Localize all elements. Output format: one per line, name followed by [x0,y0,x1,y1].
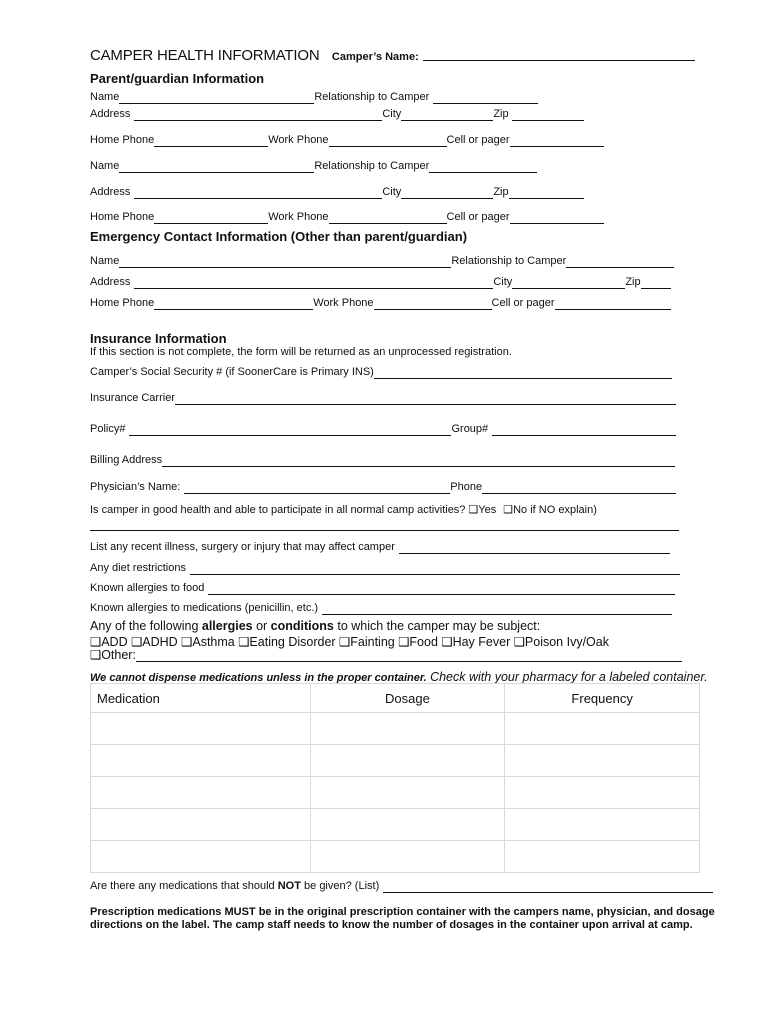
policy-field[interactable] [129,424,451,436]
ssn-label: Camper’s Social Security # (if SoonerCare is Primary INS) [90,366,374,378]
zip-label: Zip [625,276,641,288]
frequency-cell[interactable] [505,841,700,873]
city-label: City [382,108,402,120]
dosage-cell[interactable] [310,713,505,745]
other-row [90,649,682,662]
dosage-cell[interactable] [310,841,505,873]
zip-label: Zip [493,186,509,198]
dosage-cell[interactable] [310,809,505,841]
emergency-name-row [90,255,674,268]
allergies-intro-a: Any of the following [90,619,202,633]
campers-name-label: Camper’s Name: [331,51,419,63]
parent1-work-phone-field[interactable] [329,135,447,147]
medication-cell[interactable] [91,713,311,745]
frequency-cell[interactable] [505,809,700,841]
insurance-note: If this section is not complete, the form will be returned as an unprocessed registration. [90,346,512,358]
conditions-word: conditions [270,619,334,633]
good-health-row [90,504,597,517]
phone-label: Phone [450,481,483,493]
name-label: Name [90,160,120,172]
physician-label: Physician’s Name: [90,481,181,493]
no-checkbox[interactable]: ❑No if NO explain) [503,504,597,516]
med-allergies-label: Known allergies to medications (penicillin, etc.) [90,602,319,614]
diet-field[interactable] [190,563,680,575]
carrier-row [90,392,676,405]
emergency-phone-row [90,297,671,310]
form-title: CAMPER HEALTH INFORMATION [90,47,320,64]
not-given-label [90,880,379,893]
food-allergies-row [90,582,675,595]
medication-cell[interactable] [91,809,311,841]
parent1-home-phone-field[interactable] [154,135,268,147]
diet-row [90,562,680,575]
emergency-name-field[interactable] [119,256,451,268]
parent2-work-phone-field[interactable] [329,212,447,224]
parent2-cell-field[interactable] [510,212,604,224]
work-phone-label: Work Phone [268,134,329,146]
ssn-row [90,366,672,379]
good-health-question: Is camper in good health and able to participate in all normal camp activities? [90,504,466,516]
parent1-name-row [90,91,538,104]
address-label: Address [90,108,131,120]
recent-illness-label: List any recent illness, surgery or injury that may affect camper [90,541,395,553]
parent1-phone-row [90,134,604,147]
not-given-field[interactable] [383,881,713,893]
food-allergies-field[interactable] [208,583,675,595]
work-phone-label: Work Phone [313,297,374,309]
billing-field[interactable] [162,455,675,467]
parent1-cell-field[interactable] [510,135,604,147]
allergies-intro-c: or [252,619,271,633]
other-checkbox[interactable]: ❑Other: [90,648,136,662]
medication-table [90,683,700,873]
good-health-explain-field[interactable] [90,519,679,531]
dosage-cell[interactable] [310,777,505,809]
emergency-cell-field[interactable] [555,298,671,310]
emergency-home-phone-field[interactable] [154,298,313,310]
recent-illness-row [90,541,670,554]
relationship-label: Relationship to Camper [314,91,430,103]
frequency-cell[interactable] [505,777,700,809]
parent2-home-phone-field[interactable] [154,212,268,224]
emergency-city-field[interactable] [512,277,625,289]
parent1-address-field[interactable] [134,109,382,121]
emergency-zip-field[interactable] [641,277,671,289]
name-label: Name [90,255,120,267]
allergies-intro-e: to which the camper may be subject: [333,619,541,633]
address-label: Address [90,186,131,198]
cell-label: Cell or pager [446,211,510,223]
not-given-row [90,880,713,893]
group-label: Group# [451,423,489,435]
parent2-phone-row [90,211,604,224]
city-label: City [493,276,513,288]
frequency-cell[interactable] [505,745,700,777]
parent-heading: Parent/guardian Information [90,71,265,86]
diet-label: Any diet restrictions [90,562,186,574]
emergency-relationship-field[interactable] [566,256,674,268]
home-phone-label: Home Phone [90,211,155,223]
dosage-cell[interactable] [310,745,505,777]
insurance-heading: Insurance Information [90,331,227,346]
billing-label: Billing Address [90,454,163,466]
address-label: Address [90,276,131,288]
not-given-a: Are there any medications that should [90,880,278,892]
medication-cell[interactable] [91,841,311,873]
emergency-address-row [90,276,671,289]
yes-checkbox[interactable]: ❑Yes [468,504,497,516]
frequency-cell[interactable] [505,713,700,745]
warning-bold: We cannot dispense medications unless in the proper container. [90,672,427,684]
zip-label: Zip [493,108,509,120]
emergency-work-phone-field[interactable] [374,298,492,310]
table-row [91,777,700,809]
parent1-city-field[interactable] [401,109,493,121]
medication-table-header [91,684,700,713]
parent2-name-row [90,160,537,173]
group-field[interactable] [492,424,676,436]
table-row [91,841,700,873]
conditions-checkboxes[interactable]: ❑ADD ❑ADHD ❑Asthma ❑Eating Disorder ❑Fainting ❑Food ❑Hay Fever ❑Poison Ivy/Oak [90,635,609,649]
cell-label: Cell or pager [491,297,555,309]
cell-label: Cell or pager [446,134,510,146]
name-label: Name [90,91,120,103]
home-phone-label: Home Phone [90,134,155,146]
campers-name-field[interactable] [423,49,695,61]
parent2-address-field[interactable] [134,187,382,199]
col-frequency: Frequency [505,684,700,713]
physician-field[interactable] [184,482,450,494]
allergies-word: allergies [201,619,253,633]
emergency-heading: Emergency Contact Information (Other than parent/guardian) [90,229,468,244]
ssn-field[interactable] [374,367,672,379]
work-phone-label: Work Phone [268,211,329,223]
medication-cell[interactable] [91,777,311,809]
med-allergies-field[interactable] [322,603,672,615]
not-given-c: be given? (List) [300,880,380,892]
carrier-field[interactable] [175,393,676,405]
parent2-address-row [90,186,584,199]
not-word: NOT [277,880,301,892]
parent1-address-row [90,108,584,121]
table-row [91,809,700,841]
parent1-zip-field[interactable] [512,109,584,121]
parent2-city-field[interactable] [401,187,493,199]
policy-row [90,423,676,436]
food-allergies-label: Known allergies to food [90,582,205,594]
col-medication: Medication [91,684,311,713]
table-row [91,745,700,777]
warning-rest: Check with your pharmacy for a labeled container. [426,670,708,684]
carrier-label: Insurance Carrier [90,392,175,404]
billing-row [90,454,675,467]
physician-row [90,481,676,494]
col-dosage: Dosage [310,684,505,713]
parent1-name-field[interactable] [119,92,314,104]
city-label: City [382,186,402,198]
prescription-footer-note: Prescription medications MUST be in the original prescription container with the campers name, physician, and dosage directions on the label. The camp staff needs to know the number of dosages in the container upon arrival at camp. [90,906,715,931]
home-phone-label: Home Phone [90,297,155,309]
emergency-address-field[interactable] [134,277,493,289]
table-row [91,713,700,745]
parent2-relationship-field[interactable] [429,161,537,173]
recent-illness-field[interactable] [399,542,670,554]
med-allergies-row [90,602,672,615]
other-field[interactable] [136,650,682,662]
parent2-zip-field[interactable] [509,187,584,199]
relationship-label: Relationship to Camper [314,160,430,172]
medication-cell[interactable] [91,745,311,777]
parent1-relationship-field[interactable] [433,92,538,104]
policy-label: Policy# [90,423,126,435]
relationship-label: Relationship to Camper [451,255,567,267]
parent2-name-field[interactable] [119,161,314,173]
form-header [90,47,695,65]
allergies-intro [90,619,540,633]
physician-phone-field[interactable] [482,482,676,494]
